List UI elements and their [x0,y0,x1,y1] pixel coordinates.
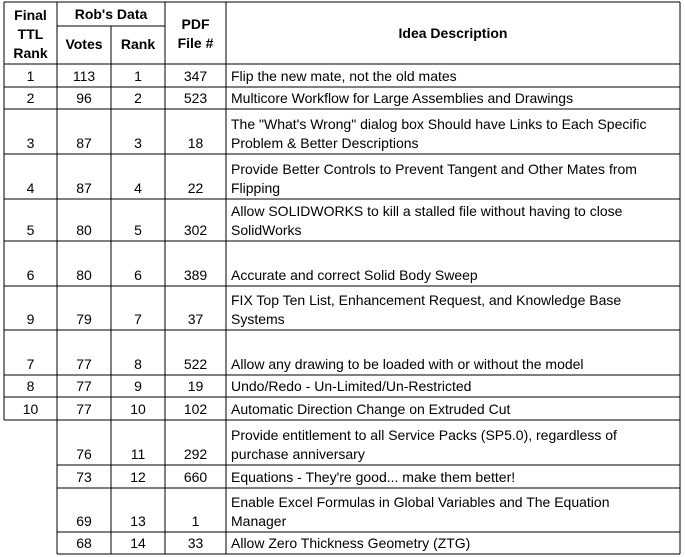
idea-description-cell [226,377,680,396]
final-rank-cell-line: 10 [22,401,39,417]
votes-cell-line: 80 [76,267,92,283]
final-rank-cell-line: 3 [26,135,35,151]
rank-cell-line: 9 [134,378,142,394]
rank-cell [111,89,165,108]
votes-cell [57,468,111,487]
pdf-file-cell-line: 389 [183,267,208,283]
votes-cell-line: 76 [76,446,92,462]
header-final-ttl-rank-line: Rank [13,45,48,61]
idea-description-cell [226,67,680,86]
votes-cell [57,221,111,240]
rank-cell [111,468,165,487]
pdf-file-cell [165,221,226,240]
header-rank [111,35,165,54]
final-rank-cell [4,266,57,285]
idea-description-cell-line: Systems [231,311,285,327]
votes-cell [57,400,111,419]
pdf-file-cell-line: 523 [183,90,208,106]
header-pdf-file [165,15,226,53]
pdf-file-cell-line: 347 [183,68,208,84]
rank-cell [111,179,165,198]
rank-cell-line: 1 [134,68,142,84]
idea-description-cell [226,400,680,419]
idea-description-cell-line: Accurate and correct Solid Body Sweep [231,267,478,283]
final-rank-cell [4,67,57,86]
votes-cell-line: 80 [76,222,92,238]
votes-cell [57,445,111,464]
idea-description-cell-line: The "What's Wrong" dialog box Should have Links to Each Specific [231,116,647,132]
pdf-file-cell [165,400,226,419]
final-rank-cell-line: 8 [26,378,35,394]
pdf-file-cell-line: 37 [187,311,204,327]
votes-cell [57,89,111,108]
final-rank-cell-line: 4 [26,180,35,196]
idea-description-cell-line: SolidWorks [231,222,302,238]
rank-cell [111,310,165,329]
pdf-file-cell-line: 660 [183,469,208,485]
pdf-file-cell-line: 102 [183,401,208,417]
pdf-file-cell-line: 1 [191,513,200,529]
votes-cell [57,377,111,396]
pdf-file-cell [165,445,226,464]
votes-cell [57,134,111,153]
idea-description-cell [226,266,680,285]
votes-cell-line: 87 [76,135,92,151]
idea-description-cell-line: Allow SOLIDWORKS to kill a stalled file without having to close [231,203,623,219]
rank-cell [111,266,165,285]
final-rank-cell-line: 2 [26,90,35,106]
rank-cell-line: 4 [134,180,142,196]
pdf-file-cell [165,512,226,531]
idea-description-cell-line: Flip the new mate, not the old mates [231,68,457,84]
idea-description-cell-line: Flipping [231,180,281,196]
votes-cell-line: 68 [76,535,92,551]
votes-cell-line: 77 [76,401,92,417]
pdf-file-cell [165,134,226,153]
final-rank-cell [4,134,57,153]
idea-description-cell [226,355,680,374]
final-rank-cell [4,179,57,198]
votes-cell-line: 87 [76,180,92,196]
rank-cell-line: 12 [130,469,146,485]
idea-description-cell [226,115,680,153]
idea-description-cell-line: Undo/Redo - Un-Limited/Un-Restricted [231,378,472,394]
pdf-file-cell [165,534,226,553]
header-pdf-file-line: PDF [181,16,210,32]
votes-cell [57,534,111,553]
pdf-file-cell-line: 33 [187,535,204,551]
idea-description-cell-line: Enable Excel Formulas in Global Variables and The Equation [231,494,610,510]
votes-cell [57,512,111,531]
pdf-file-cell-line: 19 [187,378,204,394]
final-rank-cell-line: 6 [26,267,35,283]
rank-cell-line: 6 [134,267,142,283]
rank-cell-line: 2 [134,90,142,106]
idea-description-cell-line: Provide Better Controls to Prevent Tangent and Other Mates from [231,161,637,177]
rank-cell [111,534,165,553]
votes-cell-line: 96 [76,90,92,106]
pdf-file-cell-line: 302 [183,222,208,238]
idea-description-cell-line: Allow Zero Thickness Geometry (ZTG) [231,535,471,551]
idea-description-cell-line: purchase anniversary [231,446,365,462]
rank-cell [111,221,165,240]
idea-description-cell [226,534,680,553]
header-pdf-file-line: File # [177,35,214,51]
pdf-file-cell-line: 522 [183,356,208,372]
idea-description-cell-line: Automatic Direction Change on Extruded Cut [231,401,511,417]
header-votes-line: Votes [65,36,103,52]
votes-cell-line: 69 [76,513,92,529]
rank-cell [111,445,165,464]
final-rank-cell [4,310,57,329]
pdf-file-cell [165,468,226,487]
pdf-file-cell [165,67,226,86]
votes-cell [57,179,111,198]
pdf-file-cell [165,377,226,396]
header-idea-description-line: Idea Description [398,25,508,41]
idea-description-cell-line: Manager [231,513,287,529]
idea-description-cell [226,493,680,531]
pdf-file-cell [165,266,226,285]
pdf-file-cell [165,89,226,108]
rank-cell-line: 3 [134,135,142,151]
final-rank-cell [4,221,57,240]
pdf-file-cell [165,310,226,329]
votes-cell-line: 77 [76,356,92,372]
rank-cell-line: 13 [130,513,146,529]
idea-description-cell-line: FIX Top Ten List, Enhancement Request, and Knowledge Base [231,292,622,308]
votes-cell [57,67,111,86]
final-rank-cell [4,355,57,374]
idea-description-cell [226,202,680,240]
votes-cell-line: 79 [76,311,92,327]
rank-cell-line: 7 [134,311,142,327]
idea-description-cell [226,426,680,464]
rank-cell-line: 11 [130,446,146,462]
pdf-file-cell-line: 292 [183,446,208,462]
rank-cell [111,512,165,531]
votes-cell-line: 73 [76,469,92,485]
idea-description-cell [226,160,680,198]
final-rank-cell [4,377,57,396]
rank-cell-line: 10 [130,401,146,417]
votes-cell [57,310,111,329]
header-final-ttl-rank-line: Final [14,7,47,23]
idea-description-cell-line: Problem & Better Descriptions [231,135,419,151]
pdf-file-cell [165,355,226,374]
rank-cell-line: 8 [134,356,142,372]
final-rank-cell [4,89,57,108]
idea-description-cell-line: Allow any drawing to be loaded with or without the model [231,356,584,372]
votes-cell [57,266,111,285]
header-votes [57,35,111,54]
rank-cell [111,134,165,153]
header-robs-data-line: Rob's Data [74,6,148,22]
final-rank-cell-line: 1 [26,68,35,84]
idea-description-cell [226,89,680,108]
pdf-file-cell-line: 22 [187,180,204,196]
final-rank-cell [4,400,57,419]
idea-description-cell-line: Multicore Workflow for Large Assemblies and Drawings [231,90,574,106]
idea-description-cell [226,468,680,487]
votes-cell-line: 113 [72,68,96,84]
final-rank-cell-line: 9 [26,311,35,327]
final-rank-cell-line: 7 [26,356,35,372]
rank-cell [111,355,165,374]
header-final-ttl-rank-line: TTL [17,26,44,42]
rank-cell [111,377,165,396]
pdf-file-cell-line: 18 [187,135,204,151]
rank-cell [111,67,165,86]
votes-cell [57,355,111,374]
final-rank-cell-line: 5 [26,222,35,238]
header-robs-data [57,5,165,24]
idea-description-cell [226,291,680,329]
votes-cell-line: 77 [76,378,92,394]
pdf-file-cell [165,179,226,198]
header-final-ttl-rank [4,6,57,63]
header-idea-description [226,24,680,43]
rank-cell [111,400,165,419]
rank-cell-line: 5 [134,222,142,238]
idea-description-cell-line: Equations - They're good... make them better! [231,469,516,485]
rank-cell-line: 14 [130,535,146,551]
idea-description-cell-line: Provide entitlement to all Service Packs (SP5.0), regardless of [231,427,617,443]
header-rank-line: Rank [120,36,156,52]
